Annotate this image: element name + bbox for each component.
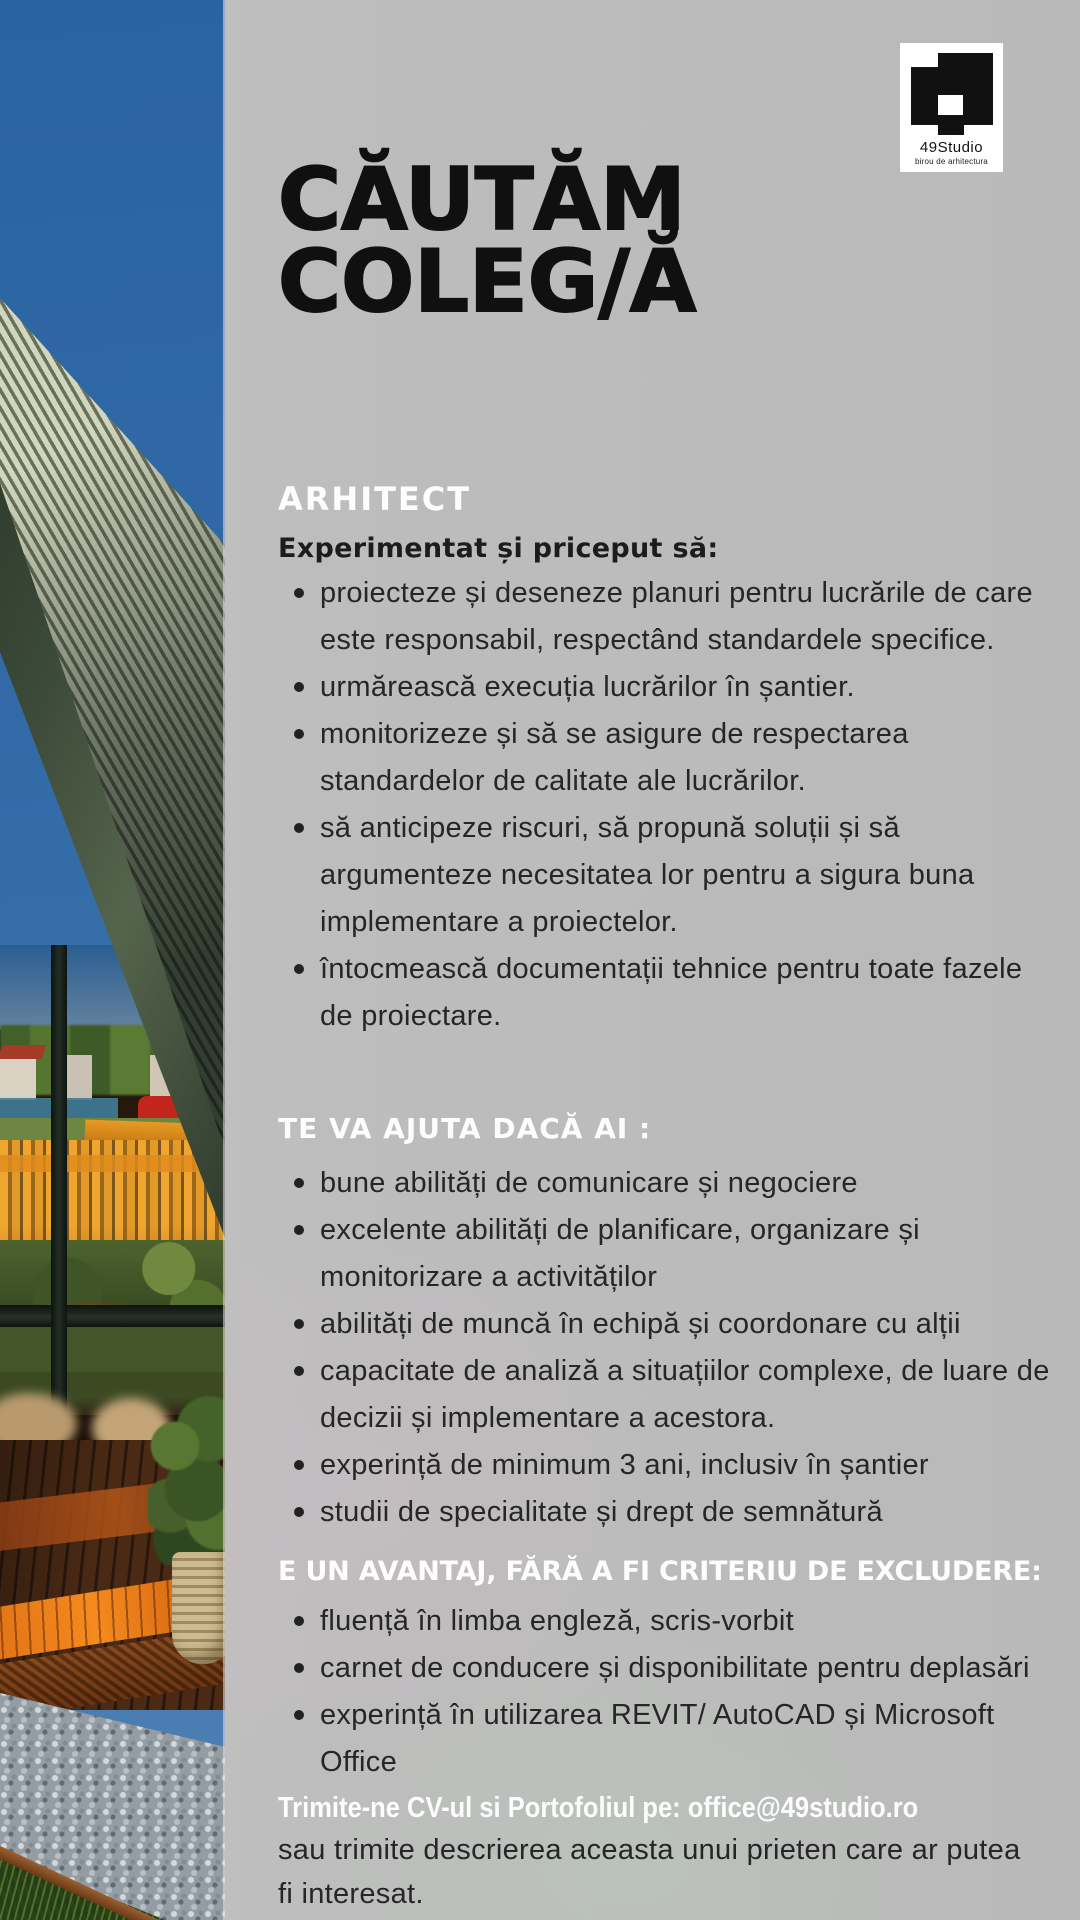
photo-red-roof	[0, 1045, 46, 1059]
advantages-list	[278, 1598, 1058, 1786]
poster-title-line1: CĂUTĂM	[278, 150, 686, 250]
list-item: întocmească documentații tehnice pentru toate fazele de proiectare.	[278, 946, 1058, 1040]
responsibilities-list	[278, 570, 1058, 1040]
list-item: urmărească execuția lucrărilor în șantier.	[278, 664, 1058, 711]
studio-logo-name: 49Studio	[919, 139, 984, 156]
list-item: să anticipeze riscuri, să propună soluții și să argumenteze necesitatea lor pentru a sigura buna implementare a proiectelor.	[278, 805, 1058, 946]
cta-prefix: Trimite-ne CV-ul si Portofoliul pe:	[278, 1792, 688, 1824]
photo-window-mullion	[51, 945, 67, 1450]
advantage-heading: E UN AVANTAJ, FĂRĂ A FI CRITERIU DE EXCLUDERE:	[278, 1556, 1042, 1587]
list-item: carnet de conducere și disponibilitate pentru deplasări	[278, 1645, 1058, 1692]
list-item: fluență în limba engleză, scris-vorbit	[278, 1598, 1058, 1645]
list-item: experință de minimum 3 ani, inclusiv în șantier	[278, 1442, 1058, 1489]
list-item: studii de specialitate și drept de semnătură	[278, 1489, 1058, 1536]
poster-title	[278, 150, 697, 332]
photo-fence-rail	[0, 1155, 225, 1172]
list-item: excelente abilități de planificare, organizare și monitorizare a activităților	[278, 1207, 1058, 1301]
skills-list	[278, 1160, 1058, 1536]
list-item: proiecteze și deseneze planuri pentru lucrările de care este responsabil, respectând standardele specifice.	[278, 570, 1058, 664]
list-item: bune abilități de comunicare și negociere	[278, 1160, 1058, 1207]
photo-wicker-planter	[172, 1552, 225, 1664]
a-frame-house-photo	[0, 0, 225, 1920]
role-heading: ARHITECT	[278, 480, 472, 518]
list-item: abilități de muncă în echipă și coordonare cu alții	[278, 1301, 1058, 1348]
helps-heading: TE VA AJUTA DACĂ AI :	[278, 1112, 652, 1145]
intro-heading: Experimentat și priceput să:	[278, 533, 719, 564]
list-item: capacitate de analiză a situațiilor complexe, de luare de decizii și implementare a acestora.	[278, 1348, 1058, 1442]
studio-logo-tagline: birou de arhitectura	[915, 157, 988, 166]
list-item: experință în utilizarea REVIT/ AutoCAD și Microsoft Office	[278, 1692, 1058, 1786]
cta-line	[278, 1792, 918, 1825]
cta-secondary-line1: sau trimite descrierea aceasta unui prieten care ar putea	[278, 1834, 1021, 1866]
cta-secondary-line2: fi interesat.	[278, 1878, 424, 1910]
poster-title-line2: COLEG/Ă	[278, 232, 697, 332]
email-link[interactable]: office@49studio.ro	[687, 1792, 919, 1824]
list-item: monitorizeze și să se asigure de respectarea standardelor de calitate ale lucrărilor.	[278, 711, 1058, 805]
poster-content	[225, 0, 1080, 1920]
cta-secondary-text	[278, 1828, 1021, 1916]
photo-potted-plant	[148, 1395, 225, 1565]
photo-window-mullion	[0, 1305, 225, 1327]
